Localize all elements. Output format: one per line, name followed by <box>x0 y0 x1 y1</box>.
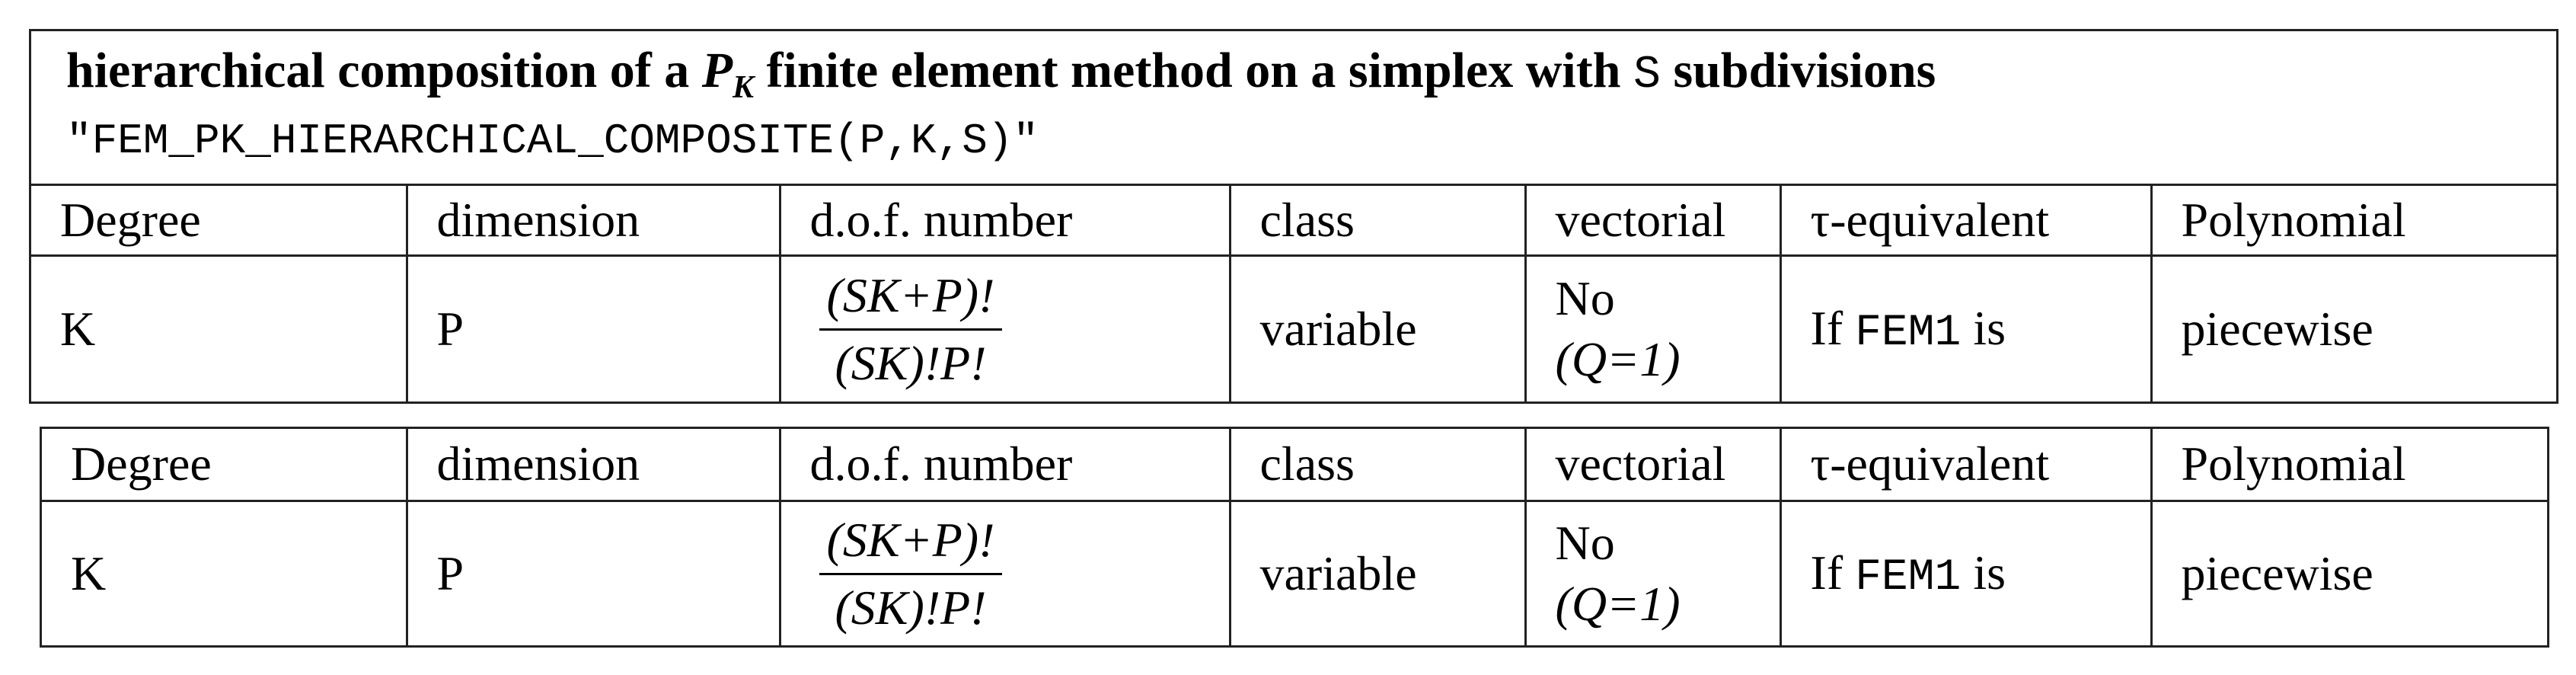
vectorial-line1: No <box>1555 270 1615 325</box>
tau-prefix: If <box>1810 300 1843 355</box>
title-box <box>31 31 2556 186</box>
cell-vectorial <box>1525 501 1780 645</box>
cell-dimension: P <box>407 255 780 401</box>
header-degree: Degree <box>42 429 407 501</box>
dof-fraction <box>819 513 1003 635</box>
cell-dimension: P <box>407 501 780 645</box>
table-row <box>42 501 2547 645</box>
dof-denominator: (SK)!P! <box>835 581 987 635</box>
dof-numerator: (SK+P)! <box>819 513 1003 575</box>
fem-table-top <box>29 29 2558 404</box>
header-vectorial: vectorial <box>1525 186 1780 255</box>
header-tau: τ-equivalent <box>1780 429 2151 501</box>
header-tau: τ-equivalent <box>1780 186 2151 255</box>
cell-degree: K <box>42 501 407 645</box>
title <box>66 42 1936 106</box>
dof-fraction <box>819 269 1003 391</box>
tau-suffix: is <box>1973 300 2006 355</box>
cell-class: variable <box>1230 255 1525 401</box>
table-top <box>31 186 2556 401</box>
title-pk: $P_K$ <box>701 43 755 105</box>
tau-suffix: is <box>1973 545 2006 600</box>
tau-fem1: FEM1 <box>1855 308 1962 358</box>
title-suffix: subdivisions <box>1673 43 1936 98</box>
tau-fem1: FEM1 <box>1855 552 1962 603</box>
cell-tau <box>1780 501 2151 645</box>
dof-numerator: (SK+P)! <box>819 269 1003 331</box>
header-degree: Degree <box>31 186 407 255</box>
cell-degree: K <box>31 255 407 401</box>
header-class: class <box>1230 186 1525 255</box>
cell-tau <box>1780 255 2151 401</box>
cell-dof <box>780 501 1230 645</box>
table-row <box>31 255 2556 401</box>
header-row <box>42 429 2547 501</box>
title-middle: finite element method on a simplex with <box>766 43 1621 98</box>
vectorial-line2: (Q=1) <box>1555 331 1681 386</box>
header-dimension: dimension <box>407 429 780 501</box>
tau-prefix: If <box>1810 545 1843 600</box>
fem-table-bottom <box>40 427 2549 648</box>
header-polynomial: Polynomial <box>2151 186 2556 255</box>
header-dimension: dimension <box>407 186 780 255</box>
vectorial-line1: No <box>1555 515 1615 570</box>
title-s: S <box>1633 50 1661 101</box>
cell-polynomial: piecewise <box>2181 301 2373 356</box>
vectorial-line2: (Q=1) <box>1555 576 1681 631</box>
header-vectorial: vectorial <box>1525 429 1780 501</box>
subtitle: "FEM_PK_HIERARCHICAL_COMPOSITE(P,K,S)" <box>66 117 1039 165</box>
cell-polynomial: piecewise <box>2181 545 2373 600</box>
table-bottom <box>42 429 2547 645</box>
cell-vectorial <box>1525 255 1780 401</box>
header-row <box>31 186 2556 255</box>
header-polynomial: Polynomial <box>2151 429 2547 501</box>
header-dof: d.o.f. number <box>780 429 1230 501</box>
dof-denominator: (SK)!P! <box>835 336 987 391</box>
cell-dof <box>780 255 1230 401</box>
title-prefix: hierarchical composition of a <box>66 43 690 98</box>
cell-class: variable <box>1230 501 1525 645</box>
header-dof: d.o.f. number <box>780 186 1230 255</box>
header-class: class <box>1230 429 1525 501</box>
